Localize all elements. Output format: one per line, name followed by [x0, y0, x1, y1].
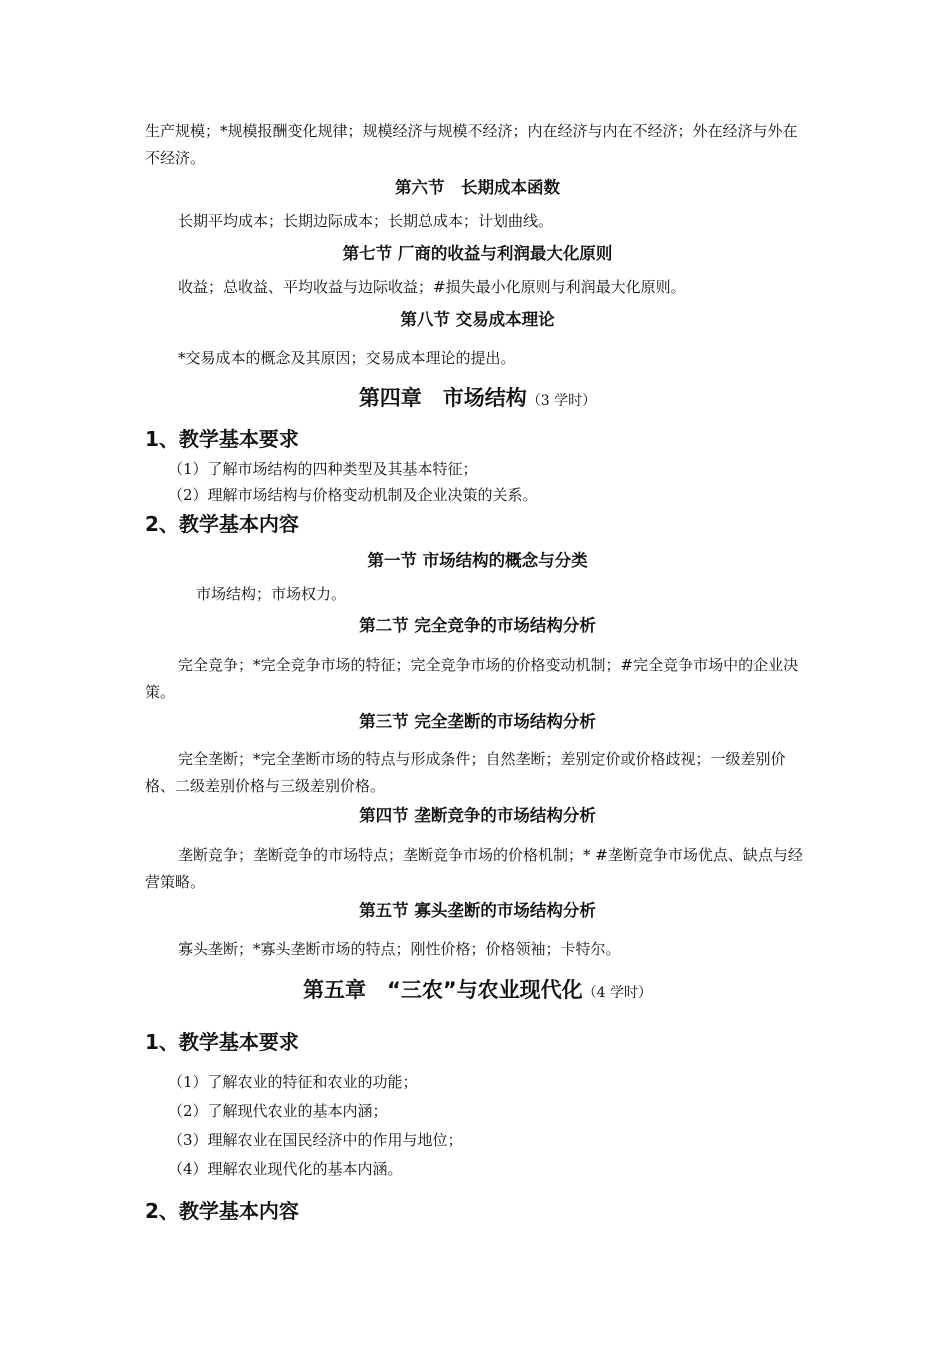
section-content-6: 长期平均成本；长期边际成本；长期总成本；计划曲线。	[178, 212, 554, 230]
chapter-4-section-2-title: 第二节 完全竞争的市场结构分析	[359, 616, 596, 635]
chapter-4-section-1-title: 第一节 市场结构的概念与分类	[367, 551, 588, 570]
chapter-4-section-1-content: 市场结构；市场权力。	[196, 585, 347, 603]
chapter-4-section-4-title: 第四节 垄断竞争的市场结构分析	[359, 806, 596, 825]
chapter-5-requirement-3: （3）理解农业在国民经济中的作用与地位；	[168, 1131, 463, 1149]
chapter-4-requirement-2: （2）理解市场结构与价格变动机制及企业决策的关系。	[168, 486, 538, 504]
chapter-5-hours: （4 学时）	[582, 985, 652, 1001]
chapter-4-section-4-content: 垄断竞争；垄断竞争的市场特点；垄断竞争市场的价格机制；* #垄断竞争市场优点、缺点与经营策略。	[145, 846, 803, 891]
chapter-5-title: 第五章 “三农”与农业现代化（4 学时）	[303, 978, 652, 1002]
chapter-5-requirement-1: （1）了解农业的特征和农业的功能；	[168, 1073, 418, 1091]
chapter-4-section-3-content: 完全垄断；*完全垄断市场的特点与形成条件；自然垄断；差别定价或价格歧视；一级差别价格、二级差别价格与三级差别价格。	[145, 750, 786, 795]
chapter-4-section-5-content: 寡头垄断；*寡头垄断市场的特点；刚性价格；价格领袖；卡特尔。	[178, 940, 621, 958]
chapter-4-requirement-1: （1）了解市场结构的四种类型及其基本特征；	[168, 460, 478, 478]
chapter-5-requirement-2: （2）了解现代农业的基本内涵；	[168, 1102, 388, 1120]
chapter-4-section-5-title: 第五节 寡头垄断的市场结构分析	[359, 901, 596, 920]
chapter-4-requirements-heading: 1、教学基本要求	[145, 427, 299, 451]
section-content-7: 收益；总收益、平均收益与边际收益；#损失最小化原则与利润最大化原则。	[178, 278, 686, 296]
chapter-5-requirement-4: （4）理解农业现代化的基本内涵。	[168, 1160, 403, 1178]
section-title-6: 第六节 长期成本函数	[395, 178, 560, 197]
section-content-8: *交易成本的概念及其原因；交易成本理论的提出。	[178, 349, 516, 367]
chapter-4-section-2-content: 完全竞争；*完全竞争市场的特征；完全竞争市场的价格变动机制；#完全竞争市场中的企业决策。	[145, 656, 799, 701]
chapter-4-content-heading: 2、教学基本内容	[145, 512, 299, 536]
chapter-4-section-3-title: 第三节 完全垄断的市场结构分析	[359, 712, 596, 731]
section-title-8: 第八节 交易成本理论	[400, 310, 555, 329]
chapter-4-hours: （3 学时）	[526, 393, 597, 409]
chapter-4-title: 第四章 市场结构（3 学时）	[358, 386, 597, 410]
chapter-5-requirements-heading: 1、教学基本要求	[145, 1030, 299, 1054]
section-title-7: 第七节 厂商的收益与利润最大化原则	[342, 244, 613, 263]
paragraph-scale-economies: 生产规模；*规模报酬变化规律；规模经济与规模不经济；内在经济与内在不经济；外在经济与外在不经济。	[145, 122, 798, 167]
chapter-5-content-heading: 2、教学基本内容	[145, 1199, 299, 1223]
